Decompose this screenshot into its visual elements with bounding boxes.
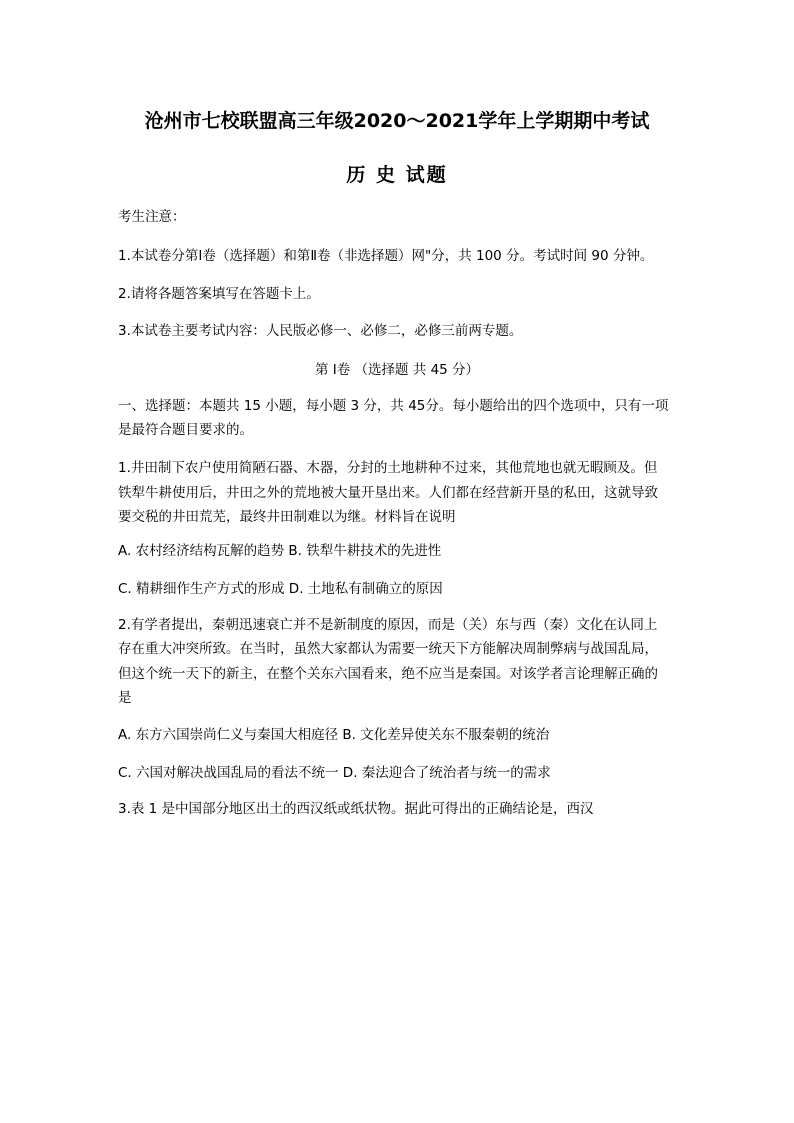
question-2-stem: 但这个统一天下的新主，在整个关东六国看来，绝不应当是秦国。对该学者言论理解正确的 — [118, 666, 658, 682]
question-2-options: A. 东方六国崇尚仁义与秦国大相庭径 B. 文化差异使关东不服秦朝的统治 — [118, 727, 550, 743]
notice-item: 1.本试卷分第Ⅰ卷（选择题）和第Ⅱ卷（非选择题）网"分，共 100 分。考试时间 90 分钟。 — [118, 248, 654, 264]
question-1-options: A. 农村经济结构瓦解的趋势 B. 铁犁牛耕技术的先进性 — [118, 543, 442, 559]
question-1-stem: 要交税的井田荒芜，最终井田制难以为继。材料旨在说明 — [118, 509, 456, 525]
notice-heading: 考生注意： — [118, 209, 186, 225]
exam-title: 沧州市七校联盟高三年级2020～2021学年上学期期中考试 — [144, 110, 650, 132]
section-instructions: 一、选择题：本题共 15 小题，每小题 3 分，共 45分。每小题给出的四个选项中，只有一项 — [118, 398, 669, 414]
question-3-stem: 3.表 1 是中国部分地区出土的西汉纸或纸状物。据此可得出的正确结论是，西汉 — [118, 801, 594, 817]
question-1-stem: 1.井田制下农户使用简陋石器、木器，分封的土地耕种不过来，其他荒地也就无暇顾及。但 — [118, 460, 658, 476]
question-2-stem: 是 — [118, 690, 132, 706]
question-1-options: C. 精耕细作生产方式的形成 D. 土地私有制确立的原因 — [118, 581, 443, 597]
notice-item: 3.本试卷主要考试内容：人民版必修一、必修二，必修三前两专题。 — [118, 323, 523, 339]
question-2-stem: 2.有学者提出，秦朝迅速衰亡并不是新制度的原因，而是（关）东与西（秦）文化在认同上 — [118, 617, 658, 633]
section-instructions: 是最符合题目要求的。 — [118, 422, 253, 438]
question-2-options: C. 六国对解决战国乱局的看法不统一 D. 秦法迎合了统治者与统一的需求 — [118, 765, 551, 781]
question-1-stem: 铁犁牛耕使用后，井田之外的荒地被大量开垦出来。人们都在经营新开垦的私田，这就导致 — [118, 485, 658, 501]
exam-subject: 历 史 试题 — [346, 164, 448, 186]
notice-item: 2.请将各题答案填写在答题卡上。 — [118, 286, 320, 302]
question-2-stem: 存在重大冲突所致。在当时，虽然大家都认为需要一统天下方能解决周制弊病与战国乱局， — [118, 641, 658, 657]
section-heading: 第 Ⅰ卷 （选择题 共 45 分） — [314, 362, 480, 378]
